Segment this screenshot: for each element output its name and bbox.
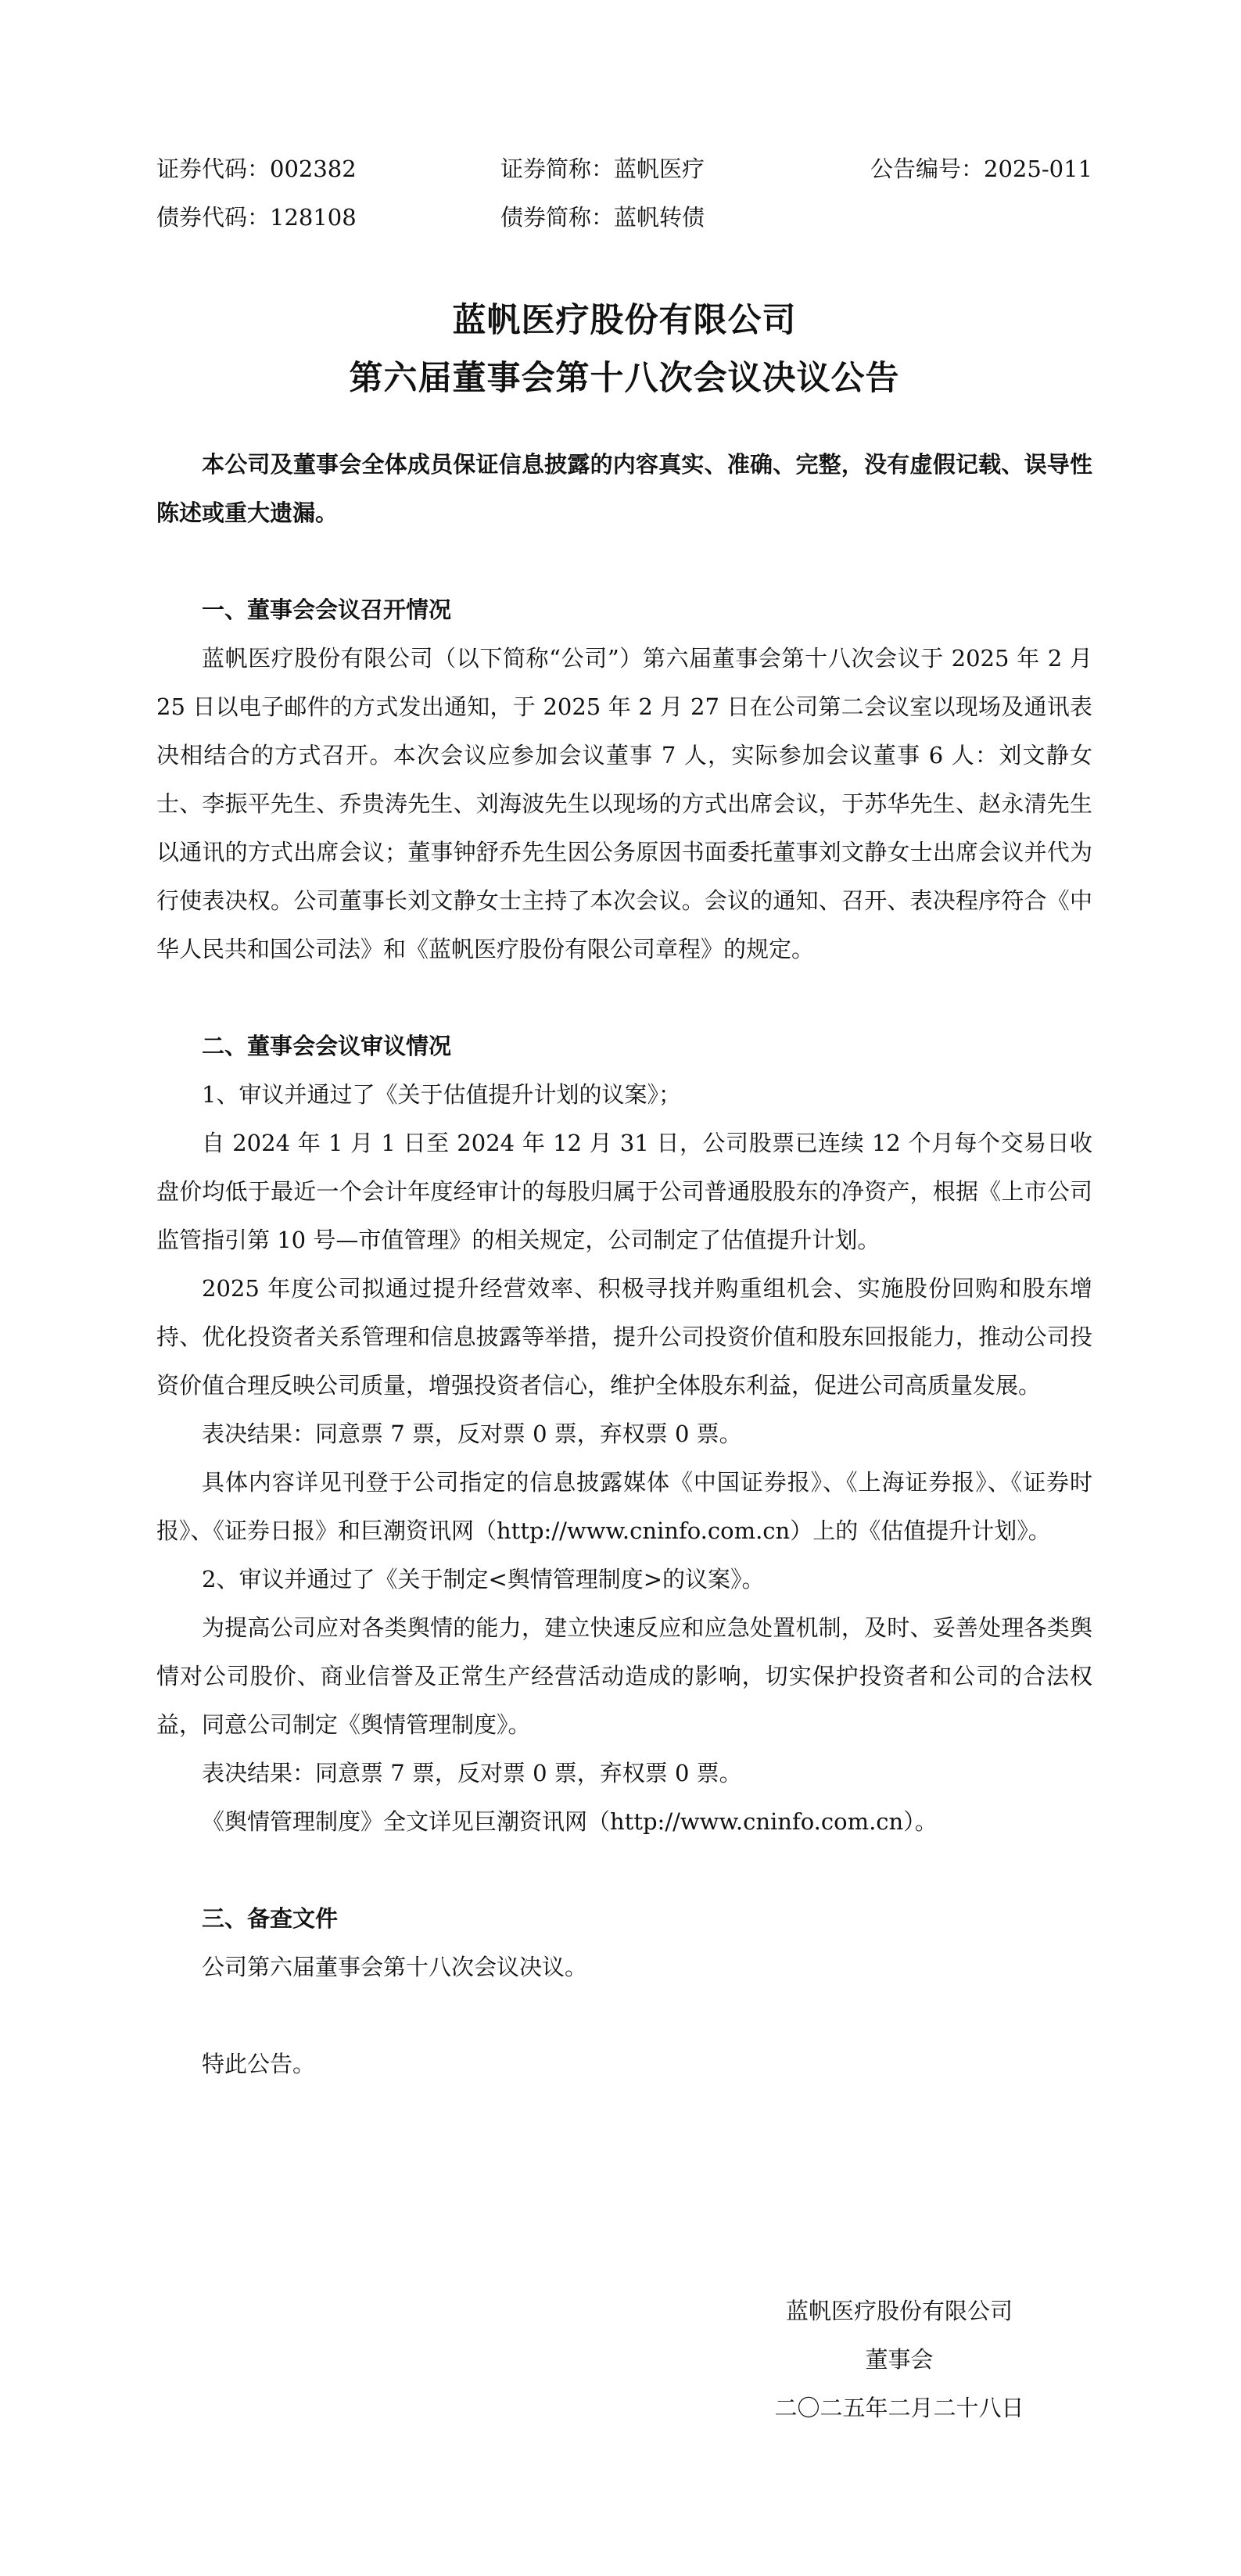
section-title-2: 二、董事会会议审议情况 [202,1033,452,1059]
section-reference-documents [156,1894,1092,1991]
item-1-paragraph-2: 2025 年度公司拟通过提升经营效率、积极寻找并购重组机会、实施股份回购和股东增持、优化投资者关系管理和信息披露等举措，提升公司投资价值和股东回报能力，推动公司投资价值合理反映公司质量，增强投资者信心，维护全体股东利益，促进公司高质量发展。 [156,1275,1092,1399]
section-1-body: 蓝帆医疗股份有限公司（以下简称“公司”）第六届董事会第十八次会议于 2025 年 2 月 25 日以电子邮件的方式发出通知，于 2025 年 2 月 27 日在公司第二会议室以现场及通讯表决相结合的方式召开。本次会议应参加会议董事 7 人，实际参加会议董事 6 人：刘文静女士、李振平先生、乔贵涛先生、刘海波先生以现场的方式出席会议，于苏华先生、赵永清先生以通讯的方式出席会议；董事钟舒乔先生因公务原因书面委托董事刘文静女士出席会议并代为行使表决权。公司董事长刘文静女士主持了本次会议。会议的通知、召开、表决程序符合《中华人民共和国公司法》和《蓝帆医疗股份有限公司章程》的规定。 [156,645,1092,962]
item-1-detail: 具体内容详见刊登于公司指定的信息披露媒体《中国证券报》、《上海证券报》、《证券时报》、《证券日报》和巨潮资讯网（http://www.cninfo.com.cn）上的《估值提升计划》。 [156,1469,1092,1544]
item-2-vote-result: 表决结果：同意票 7 票，反对票 0 票，弃权票 0 票。 [202,1760,742,1786]
item-2-paragraph-1: 为提高公司应对各类舆情的能力，建立快速反应和应急处置机制，及时、妥善处理各类舆情对公司股价、商业信誉及正常生产经营活动造成的影响，切实保护投资者和公司的合法权益，同意公司制定《舆情管理制度》。 [156,1614,1092,1738]
document-title [156,292,1092,407]
item-2-detail: 《舆情管理制度》全文详见巨潮资讯网（http://www.cninfo.com.cn）。 [202,1808,938,1835]
header-row-bond [156,193,1092,242]
header-spacer [852,193,1092,242]
section-meeting-review [156,1022,1092,1846]
disclosure-statement: 本公司及董事会全体成员保证信息披露的内容真实、准确、完整，没有虚假记载、误导性陈述或重大遗漏。 [156,451,1092,526]
title-company: 蓝帆医疗股份有限公司 [452,301,797,340]
section-meeting-convening [156,586,1092,973]
bond-code: 债券代码：128108 [156,204,357,231]
stock-name: 证券简称：蓝帆医疗 [500,156,705,182]
bond-name: 债券简称：蓝帆转债 [500,204,705,231]
item-2-heading: 2、审议并通过了《关于制定<舆情管理制度>的议案》。 [202,1566,765,1593]
item-1-heading: 1、审议并通过了《关于估值提升计划的议案》； [202,1081,681,1108]
signature-company: 蓝帆医疗股份有限公司 [785,2298,1013,2324]
signature-board: 董事会 [865,2346,934,2373]
section-title-1: 一、董事会会议召开情况 [202,597,452,623]
notice-number: 公告编号：2025-011 [870,156,1092,182]
item-1-paragraph-1: 自 2024 年 1 月 1 日至 2024 年 12 月 31 日，公司股票已连续 12 个月每个交易日收盘价均低于最近一个会计年度经审计的每股归属于公司普通股股东的净资产，根据《上市公司监管指引第 10 号—市值管理》的相关规定，公司制定了估值提升计划。 [156,1130,1092,1253]
stock-code: 证券代码：002382 [156,156,357,182]
title-subject: 第六届董事会第十八次会议决议公告 [349,359,900,398]
section-3-body: 公司第六届董事会第十八次会议决议。 [202,1954,588,1980]
closing-remark: 特此公告。 [202,2051,316,2077]
section-title-3: 三、备查文件 [202,1905,339,1932]
signature-block [751,2287,1048,2432]
item-1-vote-result: 表决结果：同意票 7 票，反对票 0 票，弃权票 0 票。 [202,1421,742,1447]
header-row-stock [156,145,1092,193]
signature-date: 二〇二五年二月二十八日 [774,2395,1024,2421]
document-header [156,145,1092,242]
